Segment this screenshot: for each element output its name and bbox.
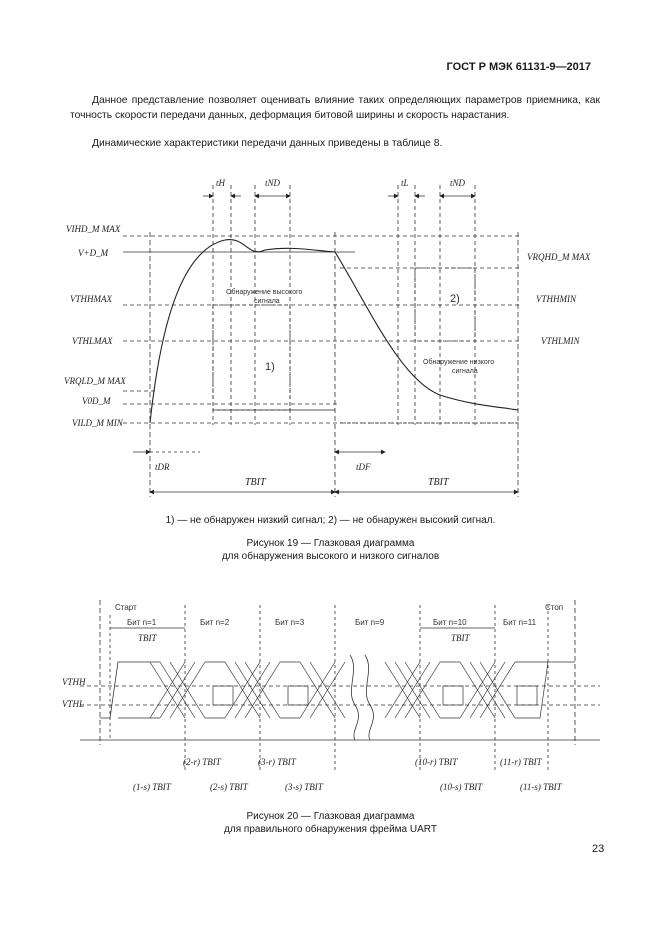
label-vthl-max: VTHLMAX <box>72 336 113 346</box>
label-vthl-min: VTHLMIN <box>541 336 580 346</box>
intro-paragraph: Данное представление позволяет оценивать влияние таких определяющих параметров приемника, как точность скорости передачи данных, деформация битовой ширины и скорость нарастания. <box>70 95 600 121</box>
label-vthh-min: VTHHMIN <box>536 294 576 304</box>
figure-20-caption-line1: Рисунок 20 — Глазковая диаграмма <box>246 811 415 822</box>
label-vthh-max: VTHHMAX <box>70 294 112 304</box>
mark-2-s: (2-s) TBIT <box>210 782 248 792</box>
bit-3-label: Бит n=3 <box>275 618 305 627</box>
label-tl: tL <box>401 178 409 188</box>
start-label: Старт <box>115 603 137 612</box>
mark-11-s: (11-s) TBIT <box>520 782 562 792</box>
label-vrql: VRQLD_M MAX <box>64 376 126 386</box>
mark-3-r: (3-r) TBIT <box>258 757 296 767</box>
label-vil: VILD_M MIN <box>72 418 123 428</box>
zone-low-line1: Обнаружение низкого <box>423 359 495 366</box>
zone-low-line2: сигнала <box>452 368 478 375</box>
bit-11-label: Бит n=11 <box>503 618 537 627</box>
marker-2: 2) <box>450 293 460 305</box>
bit-2-label: Бит n=2 <box>200 618 230 627</box>
bit-1-label: Бит n=1 <box>127 618 157 627</box>
zone-high-line2: сигнала <box>254 298 280 305</box>
stop-label: Стоп <box>545 603 564 612</box>
label-tbit-2: TBIT <box>428 477 449 488</box>
table-reference-paragraph: Динамические характеристики передачи данных приведены в таблице 8. <box>92 138 443 149</box>
label-tdf: tDF <box>356 462 371 472</box>
page-number: 23 <box>592 843 605 855</box>
figure-20-caption-line2: для правильного обнаружения фрейма UART <box>224 824 437 835</box>
mark-10-r: (10-r) TBIT <box>415 757 458 767</box>
label-tbit-1: TBIT <box>245 477 266 488</box>
zone-high-line1: Обнаружение высокого <box>226 289 303 296</box>
tbit-label-2: TBIT <box>451 633 470 643</box>
label-tnd2: tND <box>450 178 466 188</box>
label-vplus: V+D_M <box>78 248 109 258</box>
marker-1: 1) <box>265 361 275 373</box>
mark-10-s: (10-s) TBIT <box>440 782 483 792</box>
label-tdr: tDR <box>155 462 170 472</box>
mark-1-s: (1-s) TBIT <box>133 782 171 792</box>
vthl-label: VTHL <box>62 699 85 709</box>
bit-10-label: Бит n=10 <box>433 618 467 627</box>
label-v0: V0D_M <box>82 396 111 406</box>
mark-11-r: (11-r) TBIT <box>500 757 542 767</box>
figure-19-note: 1) — не обнаружен низкий сигнал; 2) — не обнаружен высокий сигнал. <box>165 515 496 526</box>
figure-19-caption-line1: Рисунок 19 — Глазковая диаграмма <box>246 538 415 549</box>
label-th: tH <box>216 178 225 188</box>
label-tnd1: tND <box>265 178 281 188</box>
bit-9-label: Бит n=9 <box>355 618 385 627</box>
mark-2-r: (2-r) TBIT <box>183 757 221 767</box>
label-vih: VIHD_M MAX <box>66 224 121 234</box>
figure-19-caption-line2: для обнаружения высокого и низкого сигналов <box>221 551 440 562</box>
standard-header: ГОСТ Р МЭК 61131-9—2017 <box>446 61 591 73</box>
label-vrqh: VRQHD_M MAX <box>527 252 591 262</box>
tbit-label-1: TBIT <box>138 633 157 643</box>
mark-3-s: (3-s) TBIT <box>285 782 323 792</box>
vthh-label: VTHH <box>62 677 86 687</box>
